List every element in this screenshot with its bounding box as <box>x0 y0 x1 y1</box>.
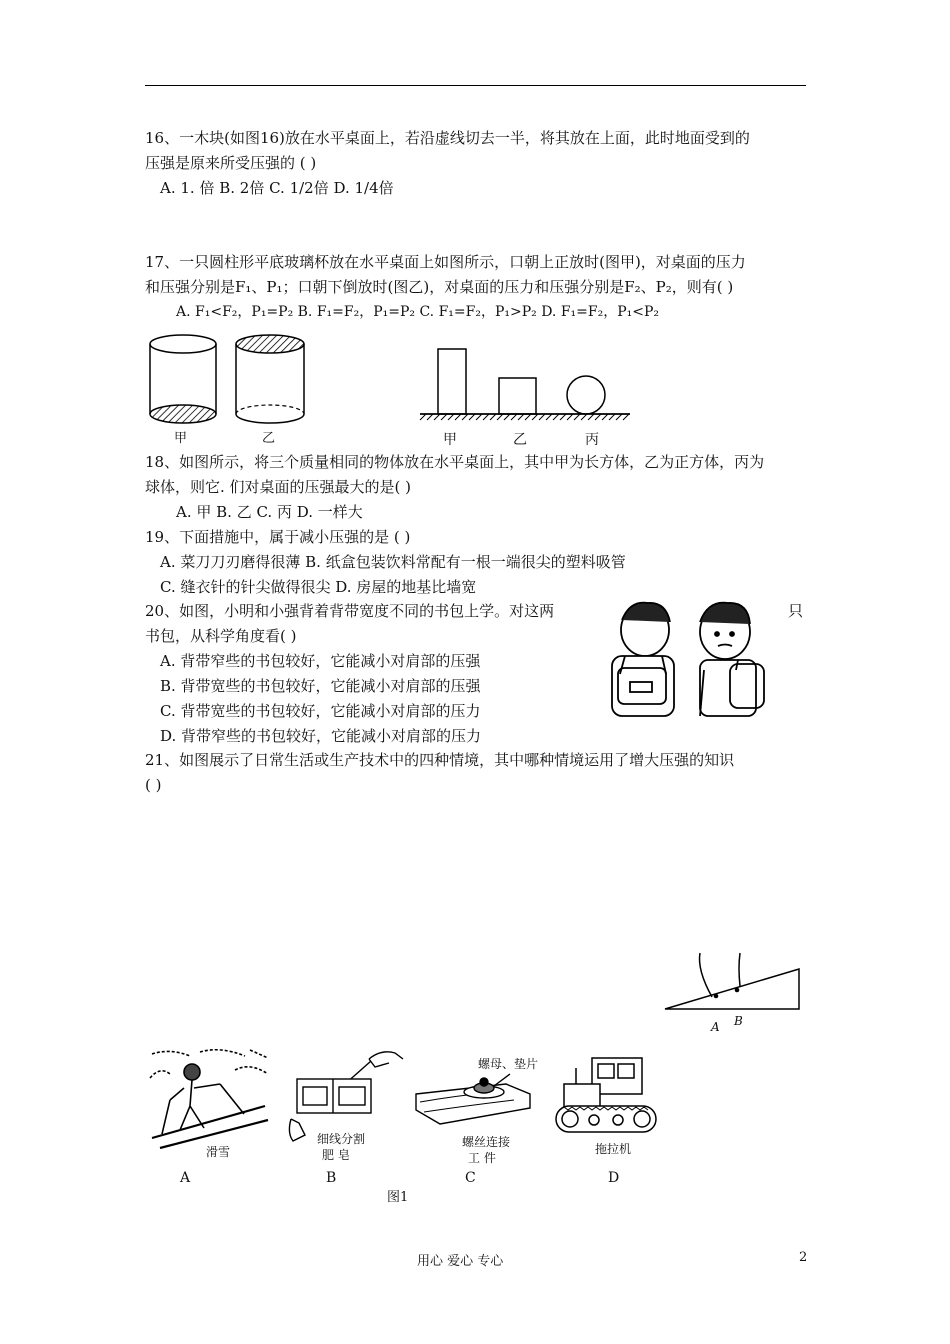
q16-line1: 16、一木块(如图16)放在水平桌面上，若沿虚线切去一半，将其放在上面，此时地面受到的 <box>145 129 750 147</box>
cup-label-jia: 甲 <box>174 431 188 446</box>
q19-options-ab: A. 菜刀刀刃磨得很薄 B. 纸盒包装饮料常配有一根一端很尖的塑料吸管 <box>160 553 626 571</box>
footer-motto: 用心 爱心 专心 <box>417 1254 504 1269</box>
caption-nut-washer: 螺母、垫片 <box>478 1057 539 1071</box>
q21-line1: 21、如图展示了日常生活或生产技术中的四种情境，其中哪种情境运用了增大压强的知识 <box>145 751 735 769</box>
header-rule <box>145 85 806 86</box>
page-number: 2 <box>799 1250 808 1265</box>
caption-soap-line2: 肥 皂 <box>322 1148 350 1162</box>
caption-skiing: 滑雪 <box>206 1145 231 1159</box>
scene-screw-workpiece-illustration <box>414 1066 534 1132</box>
q20-option-d: D. 背带窄些的书包较好，它能减小对肩部的压力 <box>160 727 482 745</box>
q19-line1: 19、下面措施中，属于减小压强的是 ( ) <box>145 528 411 546</box>
q20-option-a: A. 背带窄些的书包较好，它能减小对肩部的压强 <box>160 652 481 670</box>
boys-schoolbags-illustration <box>600 598 780 720</box>
fig1-letter-b: B <box>326 1170 337 1186</box>
sphere-bing <box>567 376 605 414</box>
q17-line1: 17、一只圆柱形平底玻璃杯放在水平桌面上如图所示，口朝上正放时(图甲)，对桌面的压力 <box>145 253 746 271</box>
incline-label-b: B <box>734 1014 743 1028</box>
shape-label-jia: 甲 <box>443 432 457 448</box>
q20-line1-tail: 只 <box>788 602 804 620</box>
q16-line2: 压强是原来所受压强的 ( ) <box>145 154 317 172</box>
q16-options: A. 1. 倍 B. 2倍 C. 1/2倍 D. 1/4倍 <box>160 179 394 197</box>
fig1-letter-d: D <box>608 1170 620 1186</box>
shapes-figure <box>420 340 630 420</box>
fig1-title: 图1 <box>387 1190 409 1205</box>
incline-figure <box>660 950 805 1012</box>
cup-yi <box>236 335 304 423</box>
fig1-letter-c: C <box>465 1170 476 1186</box>
cup-label-yi: 乙 <box>262 431 276 446</box>
q17-line2: 和压强分别是F₁、P₁；口朝下倒放时(图乙)，对桌面的压力和压强分别是F₂、P₂，则有( ) <box>145 278 734 296</box>
q17-options: A. F₁<F₂，P₁=P₂ B. F₁=F₂，P₁=P₂ C. F₁=F₂，P₁>P₂ D. F₁=F₂，P₁<P₂ <box>176 304 659 320</box>
q18-line2: 球体，则它. 们对桌面的压强最大的是( ) <box>145 478 412 496</box>
q19-options-cd: C. 缝衣针的针尖做得很尖 D. 房屋的地基比墙宽 <box>160 578 477 596</box>
caption-screw-line2: 工 件 <box>468 1151 496 1165</box>
shape-label-yi: 乙 <box>513 432 527 448</box>
caption-tractor: 拖拉机 <box>595 1142 632 1156</box>
cube-yi <box>499 378 536 414</box>
cup-jia <box>150 335 216 423</box>
q20-line1: 20、如图，小明和小强背着背带宽度不同的书包上学。对这两 <box>145 602 555 620</box>
cups-figure <box>140 330 310 445</box>
q20-line2: 书包，从科学角度看( ) <box>145 627 297 645</box>
scene-skiing-illustration <box>150 1048 270 1156</box>
shape-label-bing: 丙 <box>585 432 599 448</box>
caption-screw-line1: 螺丝连接 <box>462 1135 511 1149</box>
q20-option-c: C. 背带宽些的书包较好，它能减小对肩部的压力 <box>160 702 481 720</box>
cuboid-jia <box>438 349 466 414</box>
q21-line2: ( ) <box>145 776 162 794</box>
q18-options: A. 甲 B. 乙 C. 丙 D. 一样大 <box>176 503 363 521</box>
fig1-letter-a: A <box>180 1170 191 1186</box>
q20-option-b: B. 背带宽些的书包较好，它能减小对肩部的压强 <box>160 677 481 695</box>
incline-label-a: A <box>711 1020 720 1034</box>
q18-line1: 18、如图所示，将三个质量相同的物体放在水平桌面上，其中甲为长方体，乙为正方体，丙为 <box>145 453 765 471</box>
scene-tractor-illustration <box>552 1050 662 1138</box>
caption-soap-line1: 细线分割 <box>317 1132 366 1146</box>
